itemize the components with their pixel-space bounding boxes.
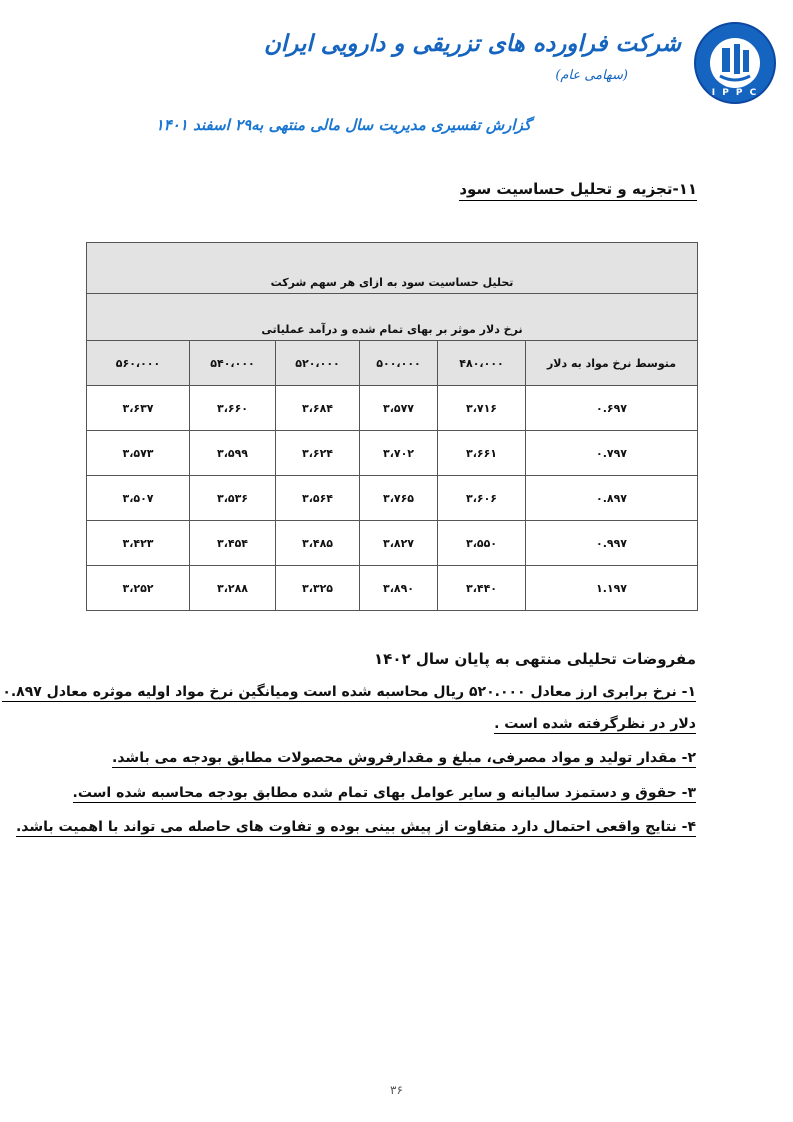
value-cell: ۳،۵۷۳ [87, 431, 190, 476]
value-cell: ۳،۶۰۶ [438, 476, 526, 521]
value-cell: ۳،۲۵۲ [87, 566, 190, 611]
value-cell: ۳،۳۲۵ [276, 566, 360, 611]
value-cell: ۳،۴۵۴ [190, 521, 276, 566]
report-title: گزارش تفسیری مدیریت سال مالی منتهی به۲۹ اسفند ۱۴۰۱ [155, 116, 531, 134]
value-cell: ۳،۷۶۵ [360, 476, 438, 521]
value-cell: ۳،۵۶۴ [276, 476, 360, 521]
value-cell: ۳،۵۹۹ [190, 431, 276, 476]
table-row [87, 386, 698, 431]
company-subtitle: (سهامی عام) [555, 68, 628, 83]
assumption-item [2, 684, 696, 700]
sensitivity-table [86, 242, 698, 611]
table-row [87, 431, 698, 476]
value-cell: ۳،۷۰۲ [360, 431, 438, 476]
value-cell: ۳،۸۲۷ [360, 521, 438, 566]
assumption-text: ۱- نرخ برابری ارز معادل ۵۲۰.۰۰۰ ریال محاسبه شده است ومیانگین نرخ مواد اولیه موثره معادل ۰.۸۹۷ [2, 684, 696, 700]
table-row [87, 476, 698, 521]
table-row [87, 566, 698, 611]
value-cell: ۳،۴۸۵ [276, 521, 360, 566]
rate-cell: ۱.۱۹۷ [526, 566, 698, 611]
rate-cell: ۰.۶۹۷ [526, 386, 698, 431]
value-cell: ۳،۲۸۸ [190, 566, 276, 611]
column-header: ۵۴۰،۰۰۰ [190, 341, 276, 386]
row-header-label: متوسط نرخ مواد به دلار [526, 341, 698, 386]
assumption-item [16, 819, 696, 835]
table-subtitle: نرخ دلار موثر بر بهای تمام شده و درآمد عملیاتی [87, 294, 698, 341]
value-cell: ۳،۵۰۷ [87, 476, 190, 521]
value-cell: ۳،۶۲۴ [276, 431, 360, 476]
assumption-text: ۲- مقدار تولید و مواد مصرفی، مبلغ و مقدارفروش محصولات مطابق بودجه می باشد. [112, 750, 696, 766]
section-heading: ۱۱-تجزیه و تحلیل حساسیت سود [459, 180, 697, 201]
table-title: تحلیل حساسیت سود به ازای هر سهم شرکت [87, 243, 698, 294]
value-cell: ۳،۵۷۷ [360, 386, 438, 431]
assumption-item [112, 750, 696, 766]
assumption-item [73, 785, 697, 801]
logo-emblem-icon [710, 38, 760, 88]
logo-text: I P P C [711, 88, 759, 98]
company-logo [694, 22, 776, 104]
assumption-text: ۴- نتایج واقعی احتمال دارد متفاوت از پیش بینی بوده و تفاوت های حاصله می تواند با اهمیت باشد. [15, 819, 696, 835]
column-header: ۴۸۰،۰۰۰ [438, 341, 526, 386]
column-header: ۵۶۰،۰۰۰ [87, 341, 190, 386]
column-header: ۵۲۰،۰۰۰ [276, 341, 360, 386]
page-number: ۳۶ [390, 1083, 403, 1097]
value-cell: ۳،۶۶۱ [438, 431, 526, 476]
value-cell: ۳،۴۴۰ [438, 566, 526, 611]
column-header: ۵۰۰،۰۰۰ [360, 341, 438, 386]
value-cell: ۳،۶۸۴ [276, 386, 360, 431]
assumption-text: دلار در نظرگرفته شده است . [494, 716, 696, 732]
assumption-text: ۳- حقوق و دستمزد سالیانه و سایر عوامل بهای تمام شده مطابق بودجه محاسبه شده است. [72, 785, 696, 801]
value-cell: ۳،۶۳۷ [87, 386, 190, 431]
rate-cell: ۰.۸۹۷ [526, 476, 698, 521]
value-cell: ۳،۵۳۶ [190, 476, 276, 521]
assumption-item [494, 716, 696, 732]
rate-cell: ۰.۷۹۷ [526, 431, 698, 476]
assumptions-heading: مفروضات تحلیلی منتهی به پایان سال ۱۴۰۲ [374, 650, 696, 668]
value-cell: ۳،۴۲۳ [87, 521, 190, 566]
company-name: شرکت فراورده های تزریقی و دارویی ایران [264, 30, 681, 57]
rate-cell: ۰.۹۹۷ [526, 521, 698, 566]
table-row [87, 521, 698, 566]
value-cell: ۳،۷۱۶ [438, 386, 526, 431]
value-cell: ۳،۵۵۰ [438, 521, 526, 566]
value-cell: ۳،۸۹۰ [360, 566, 438, 611]
value-cell: ۳،۶۶۰ [190, 386, 276, 431]
